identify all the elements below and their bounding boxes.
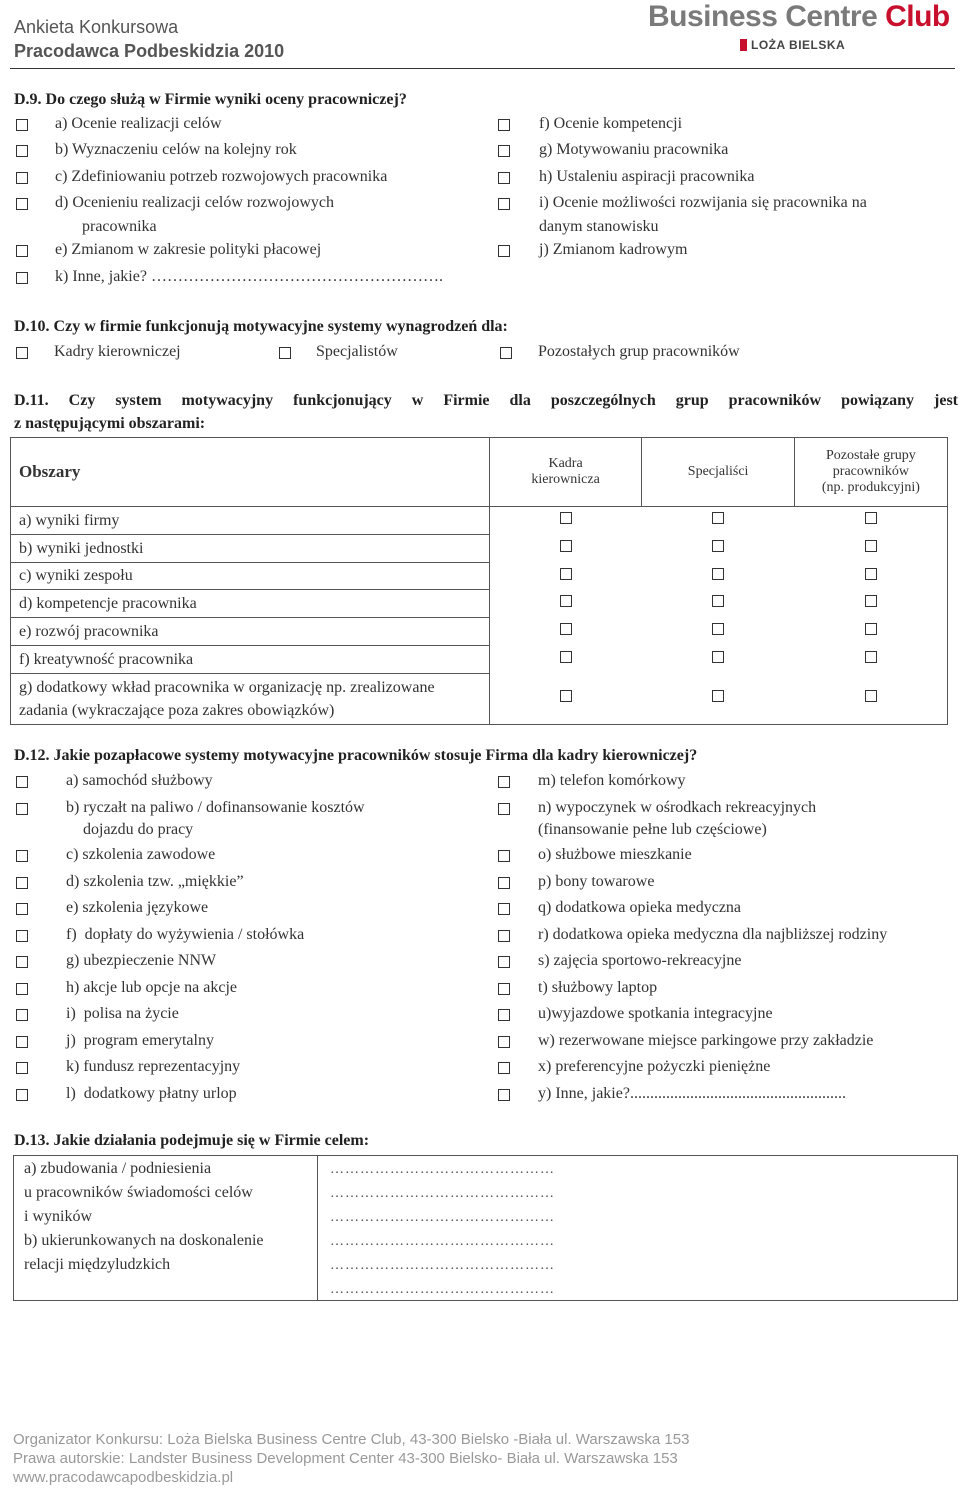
d12-i-checkbox[interactable] (16, 1009, 28, 1021)
d12-o-checkbox[interactable] (498, 850, 510, 862)
d12-y-label: y) Inne, jakie?...................................................... (538, 1085, 846, 1102)
d11-row-label: d) kompetencje pracownika (11, 590, 490, 618)
d12-j-checkbox[interactable] (16, 1036, 28, 1048)
d12-o-label: o) służbowe mieszkanie (538, 846, 692, 863)
d13-answer-line[interactable]: ……………………………………… (330, 1186, 555, 1201)
d12-t-label: t) służbowy laptop (538, 979, 658, 996)
d9-i-checkbox[interactable] (498, 198, 510, 210)
d9-d-checkbox[interactable] (16, 198, 28, 210)
d12-p-checkbox[interactable] (498, 877, 510, 889)
d13-answer-line[interactable]: ……………………………………… (330, 1162, 555, 1177)
d9-c-checkbox[interactable] (16, 172, 28, 184)
d12-h-label: h) akcje lub opcje na akcje (66, 979, 238, 996)
d13-b-line1: b) ukierunkowanych na doskonalenie (24, 1232, 264, 1249)
d12-a-label: a) samochód służbowy (66, 772, 213, 789)
d9-a-label: a) Ocenie realizacji celów (55, 115, 222, 132)
d11-col-areas: Obszary (11, 438, 490, 507)
d12-n-label-cont: (finansowanie pełne lub częściowe) (538, 821, 767, 838)
table-row (11, 563, 948, 590)
question-d12: D.12. Jakie pozapłacowe systemy motywacyjne pracowników stosuje Firma dla kadry kierowniczej? (14, 747, 698, 764)
d9-k-checkbox[interactable] (16, 272, 28, 284)
header-rule (10, 68, 955, 69)
d11-a-management-checkbox[interactable] (560, 512, 572, 524)
question-d11-cont: z następującymi obszarami: (14, 415, 206, 432)
d12-p-label: p) bony towarowe (538, 873, 655, 890)
d12-r-checkbox[interactable] (498, 930, 510, 942)
d13-answer-line[interactable]: ……………………………………… (330, 1282, 555, 1297)
d11-c-management-checkbox[interactable] (560, 568, 572, 580)
d9-h-label: h) Ustaleniu aspiracji pracownika (539, 168, 755, 185)
d12-m-label: m) telefon komórkowy (538, 772, 686, 789)
d12-m-checkbox[interactable] (498, 776, 510, 788)
question-d11: D.11. Czy system motywacyjny funkcjonujący w Firmie dla poszczególnych grup pracowników powiązany jest (14, 392, 958, 409)
survey-title: Ankieta Konkursowa (14, 17, 179, 37)
d13-answer-line[interactable]: ……………………………………… (330, 1210, 555, 1225)
d11-d-specialists-checkbox[interactable] (712, 595, 724, 607)
d13-a-line1: a) zbudowania / podniesienia (24, 1160, 212, 1177)
d13-answer-line[interactable]: ……………………………………… (330, 1234, 555, 1249)
d9-k-label: k) Inne, jakie? ………………………………………………. (55, 268, 443, 285)
d11-g-other-checkbox[interactable] (865, 690, 877, 702)
bcc-logo (648, 0, 950, 34)
d9-g-label: g) Motywowaniu pracownika (539, 141, 729, 158)
d12-c-checkbox[interactable] (16, 850, 28, 862)
d12-f-label: f) dopłaty do wyżywienia / stołówka (66, 926, 305, 943)
d11-col-management: Kadra kierownicza (489, 438, 642, 507)
d11-table (10, 437, 948, 725)
d12-r-label: r) dodatkowa opieka medyczna dla najbliższej rodziny (538, 926, 888, 943)
d11-c-other-checkbox[interactable] (865, 568, 877, 580)
d11-row-label: b) wyniki jednostki (11, 535, 490, 563)
logo-red-bar (740, 39, 747, 51)
d9-h-checkbox[interactable] (498, 172, 510, 184)
d13-table (13, 1155, 958, 1301)
d12-l-checkbox[interactable] (16, 1089, 28, 1101)
d12-h-checkbox[interactable] (16, 983, 28, 995)
d12-t-checkbox[interactable] (498, 983, 510, 995)
d12-s-checkbox[interactable] (498, 956, 510, 968)
d12-k-checkbox[interactable] (16, 1062, 28, 1074)
d12-d-label: d) szkolenia tzw. „miękkie” (66, 873, 244, 890)
footer-organizer: Organizator Konkursu: Loża Bielska Business Centre Club, 43-300 Bielsko -Biała ul. Warszawska 153 (13, 1431, 690, 1448)
d9-a-checkbox[interactable] (16, 119, 28, 131)
d9-g-checkbox[interactable] (498, 145, 510, 157)
d12-e-label: e) szkolenia językowe (66, 899, 209, 916)
d11-row-label: e) rozwój pracownika (11, 618, 490, 646)
d9-f-label: f) Ocenie kompetencji (539, 115, 683, 132)
d12-j-label: j) program emerytalny (66, 1032, 214, 1049)
d11-g-specialists-checkbox[interactable] (712, 690, 724, 702)
d12-w-checkbox[interactable] (498, 1036, 510, 1048)
table-row (11, 674, 948, 725)
question-d13: D.13. Jakie działania podejmuje się w Firmie celem: (14, 1132, 370, 1149)
d11-b-management-checkbox[interactable] (560, 540, 572, 552)
d12-s-label: s) zajęcia sportowo-rekreacyjne (538, 952, 742, 969)
d12-e-checkbox[interactable] (16, 903, 28, 915)
d9-f-checkbox[interactable] (498, 119, 510, 131)
d12-u-label: u)wyjazdowe spotkania integracyjne (538, 1005, 773, 1022)
d13-a-line3: i wyników (24, 1208, 92, 1225)
d11-row-label: c) wyniki zespołu (11, 563, 490, 590)
table-row (11, 590, 948, 618)
d11-b-specialists-checkbox[interactable] (712, 540, 724, 552)
d9-j-label: j) Zmianom kadrowym (539, 241, 688, 258)
d10-specialists-checkbox[interactable] (279, 347, 291, 359)
d12-b-label-cont: dojazdu do pracy (83, 821, 194, 838)
d10-specialists-label: Specjalistów (316, 343, 398, 360)
d9-j-checkbox[interactable] (498, 245, 510, 257)
d9-e-label: e) Zmianom w zakresie polityki płacowej (55, 241, 322, 258)
d11-g-management-checkbox[interactable] (560, 690, 572, 702)
table-row (11, 507, 948, 535)
table-row (11, 618, 948, 646)
d11-f-specialists-checkbox[interactable] (712, 651, 724, 663)
d12-y-checkbox[interactable] (498, 1089, 510, 1101)
d11-c-specialists-checkbox[interactable] (712, 568, 724, 580)
d12-q-checkbox[interactable] (498, 903, 510, 915)
d9-c-label: c) Zdefiniowaniu potrzeb rozwojowych pracownika (55, 168, 388, 185)
d9-d-label: d) Ocenieniu realizacji celów rozwojowych (55, 194, 334, 211)
d10-other-label: Pozostałych grup pracowników (538, 343, 740, 360)
d9-d-label-cont: pracownika (82, 218, 157, 235)
d11-f-management-checkbox[interactable] (560, 651, 572, 663)
logo-subtitle: LOŻA BIELSKA (740, 36, 845, 54)
d9-i-label-cont: danym stanowisku (539, 218, 659, 235)
d13-b-line2: relacji międzyludzkich (24, 1256, 171, 1273)
d11-a-specialists-checkbox[interactable] (712, 512, 724, 524)
d12-b-label: b) ryczałt na paliwo / dofinansowanie kosztów (66, 799, 365, 816)
d12-x-label: x) preferencyjne pożyczki pieniężne (538, 1058, 771, 1075)
logo-club-text: Club (885, 0, 950, 33)
d12-g-label: g) ubezpieczenie NNW (66, 952, 217, 969)
d11-b-other-checkbox[interactable] (865, 540, 877, 552)
d9-b-checkbox[interactable] (16, 145, 28, 157)
question-d9: D.9. Do czego służą w Firmie wyniki oceny pracowniczej? (14, 91, 407, 108)
d11-a-other-checkbox[interactable] (865, 512, 877, 524)
d12-l-label: l) dodatkowy płatny urlop (66, 1085, 237, 1102)
d9-b-label: b) Wyznaczeniu celów na kolejny rok (55, 141, 297, 158)
d13-answer-line[interactable]: ……………………………………… (330, 1258, 555, 1273)
d11-f-other-checkbox[interactable] (865, 651, 877, 663)
d12-d-checkbox[interactable] (16, 877, 28, 889)
d12-k-label: k) fundusz reprezentacyjny (66, 1058, 241, 1075)
footer-copyright: Prawa autorskie: Landster Business Development Center 43-300 Bielsko- Biała ul. Warszawska 153 (13, 1450, 678, 1467)
table-row (11, 535, 948, 563)
d11-col-specialists: Specjaliści (642, 438, 794, 507)
d11-col-other: Pozostałe grupy pracowników (np. produkcyjni) (794, 438, 947, 507)
survey-subtitle: Pracodawca Podbeskidzia 2010 (14, 41, 285, 61)
d12-n-checkbox[interactable] (498, 803, 510, 815)
logo-main-text: Business Centre (648, 0, 886, 33)
d10-management-label: Kadry kierowniczej (54, 343, 181, 360)
d12-c-label: c) szkolenia zawodowe (66, 846, 216, 863)
d11-d-management-checkbox[interactable] (560, 595, 572, 607)
d11-e-other-checkbox[interactable] (865, 623, 877, 635)
table-row (11, 646, 948, 674)
d11-row-label: a) wyniki firmy (11, 507, 490, 535)
d9-e-checkbox[interactable] (16, 245, 28, 257)
d12-f-checkbox[interactable] (16, 930, 28, 942)
d10-management-checkbox[interactable] (16, 347, 28, 359)
footer-website[interactable]: www.pracodawcapodbeskidzia.pl (13, 1469, 234, 1486)
d12-i-label: i) polisa na życie (66, 1005, 179, 1022)
d12-b-checkbox[interactable] (16, 803, 28, 815)
d12-n-label: n) wypoczynek w ośrodkach rekreacyjnych (538, 799, 817, 816)
d12-a-checkbox[interactable] (16, 776, 28, 788)
d11-e-management-checkbox[interactable] (560, 623, 572, 635)
d11-row-label: f) kreatywność pracownika (11, 646, 490, 674)
d11-row-label: g) dodatkowy wkład pracownika w organizację np. zrealizowane zadania (wykraczające poza zakres obowiązków) (11, 674, 490, 725)
d11-d-other-checkbox[interactable] (865, 595, 877, 607)
d9-i-label: i) Ocenie możliwości rozwijania się pracownika na (539, 194, 867, 211)
d12-w-label: w) rezerwowane miejsce parkingowe przy zakładzie (538, 1032, 874, 1049)
d12-q-label: q) dodatkowa opieka medyczna (538, 899, 742, 916)
d10-other-checkbox[interactable] (500, 347, 512, 359)
d12-g-checkbox[interactable] (16, 956, 28, 968)
d12-x-checkbox[interactable] (498, 1062, 510, 1074)
d13-a-line2: u pracowników świadomości celów (24, 1184, 253, 1201)
d12-u-checkbox[interactable] (498, 1009, 510, 1021)
d11-e-specialists-checkbox[interactable] (712, 623, 724, 635)
question-d10: D.10. Czy w firmie funkcjonują motywacyjne systemy wynagrodzeń dla: (14, 318, 508, 335)
d13-divider (317, 1156, 318, 1300)
